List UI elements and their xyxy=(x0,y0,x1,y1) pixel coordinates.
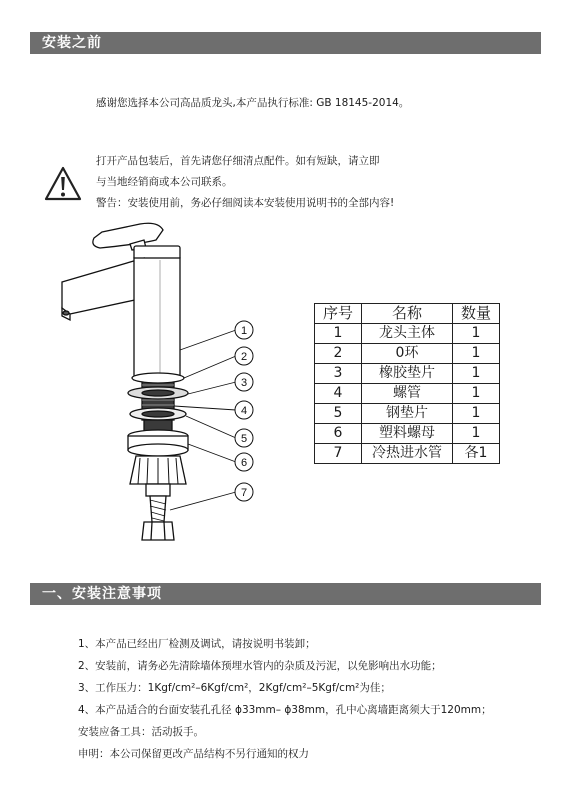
note-item-4: 4、本产品适合的台面安装孔孔径 ϕ33mm– ϕ38mm，孔中心离墙距离须大于120mm； xyxy=(78,704,492,716)
cell-name: 螺管 xyxy=(362,384,453,404)
table-row xyxy=(315,384,500,404)
table-row xyxy=(315,364,500,384)
warning-line: 警告：安装使用前，务必仔细阅读本安装使用说明书的全部内容! xyxy=(96,197,395,209)
disclaimer: 申明：本公司保留更改产品结构不另行通知的权力 xyxy=(78,748,309,760)
tools-note: 安装应备工具：活动扳手。 xyxy=(78,726,204,738)
cell-qty: 1 xyxy=(453,364,500,384)
cell-name: 橡胶垫片 xyxy=(362,364,453,384)
note-item-1: 1、本产品已经出厂检测及调试，请按说明书装卸； xyxy=(78,638,316,650)
install-notes-list xyxy=(78,633,492,765)
callout-4: 4 xyxy=(240,405,248,417)
section-header-install-notes: 一、安装注意事项 xyxy=(30,583,541,605)
callout-6: 6 xyxy=(240,457,248,469)
header-qty: 数量 xyxy=(453,304,500,324)
callout-3: 3 xyxy=(240,377,248,389)
warning-triangle-icon xyxy=(44,166,82,202)
table-row xyxy=(315,344,500,364)
cell-name: 钢垫片 xyxy=(362,404,453,424)
cell-qty: 1 xyxy=(453,324,500,344)
cell-index: 6 xyxy=(315,424,362,444)
table-row xyxy=(315,424,500,444)
notice-line-1: 打开产品包装后，首先请您仔细清点配件。如有短缺，请立即 xyxy=(96,155,380,167)
cell-qty: 1 xyxy=(453,404,500,424)
cell-qty: 1 xyxy=(453,344,500,364)
callout-5: 5 xyxy=(240,433,248,445)
notice-line-2: 与当地经销商或本公司联系。 xyxy=(96,176,233,188)
table-row xyxy=(315,324,500,344)
cell-qty: 1 xyxy=(453,424,500,444)
note-item-3: 3、工作压力：1Kgf/cm²–6Kgf/cm²，2Kgf/cm²–5Kgf/cm²为佳； xyxy=(78,682,391,694)
cell-name: 0环 xyxy=(362,344,453,364)
callout-1: 1 xyxy=(240,325,248,337)
cell-index: 2 xyxy=(315,344,362,364)
cell-index: 4 xyxy=(315,384,362,404)
cell-qty: 1 xyxy=(453,384,500,404)
cell-index: 5 xyxy=(315,404,362,424)
callout-7: 7 xyxy=(240,487,248,499)
table-row xyxy=(315,404,500,424)
section-header-before-install: 安装之前 xyxy=(30,32,541,54)
callout-2: 2 xyxy=(240,351,248,363)
header-index: 序号 xyxy=(315,304,362,324)
cell-qty: 各1 xyxy=(453,444,500,464)
cell-name: 龙头主体 xyxy=(362,324,453,344)
cell-index: 3 xyxy=(315,364,362,384)
intro-text: 感谢您选择本公司高品质龙头,本产品执行标准: GB 18145-2014。 xyxy=(96,97,410,109)
cell-name: 冷热进水管 xyxy=(362,444,453,464)
cell-name: 塑料螺母 xyxy=(362,424,453,444)
header-name: 名称 xyxy=(362,304,453,324)
cell-index: 1 xyxy=(315,324,362,344)
faucet-exploded-diagram xyxy=(40,218,280,568)
table-row xyxy=(315,444,500,464)
parts-table xyxy=(314,303,500,464)
note-item-2: 2、安装前，请务必先清除墙体预埋水管内的杂质及污泥，以免影响出水功能； xyxy=(78,660,442,672)
cell-index: 7 xyxy=(315,444,362,464)
table-header-row xyxy=(315,304,500,324)
